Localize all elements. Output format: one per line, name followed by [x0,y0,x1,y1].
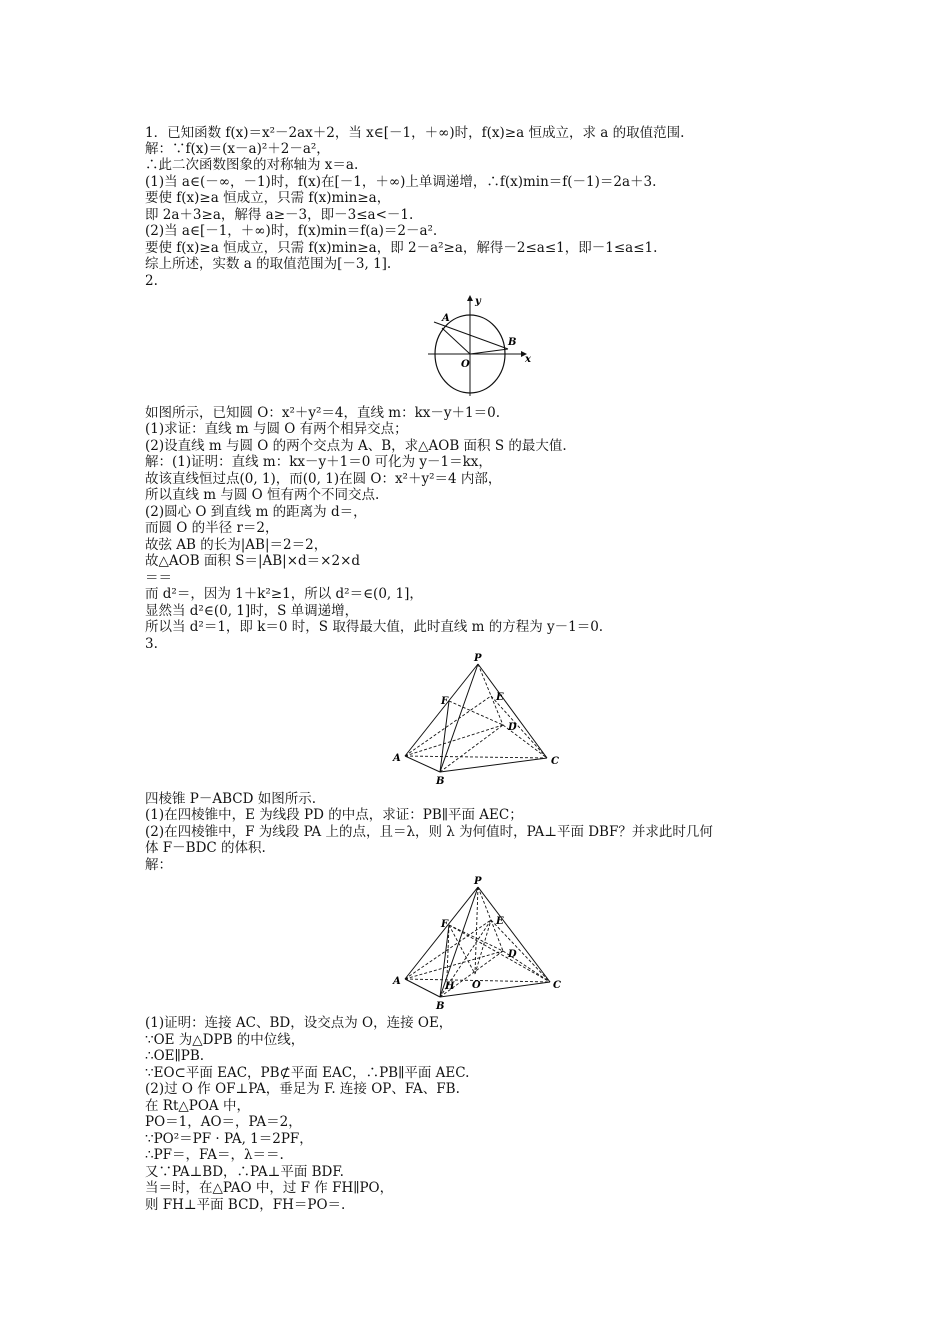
segment-fd [449,701,503,725]
text-line: (1)求证：直线 m 与圆 O 有两个相异交点； [145,421,408,437]
label-p: P [474,876,482,887]
segment-oa [442,328,470,354]
text-line: 3. [145,636,158,652]
label-h: H [445,981,455,992]
label-e: E [496,692,504,703]
label-c: C [551,756,559,767]
label-e: E [496,916,504,927]
text-line: ∵EO⊂平面 EAC，PB⊄平面 EAC，∴PB∥平面 AEC. [145,1065,470,1081]
text-line: ∴OE∥PB. [145,1048,205,1064]
label-f: F [441,919,449,930]
text-line: 解：(1)证明：直线 m：kx－y＋1＝0 可化为 y－1＝kx， [145,454,492,470]
edge-pc [478,664,547,758]
text-line: 所以当 d²＝1，即 k＝0 时，S 取得最大值，此时直线 m 的方程为 y－1＝0. [145,619,604,635]
text-line: (2)当 a∈[－1，＋∞)时，f(x)min＝f(a)＝2－a². [145,223,438,239]
pyramid-figure [385,650,570,785]
text-line: 故弦 AB 的长为|AB|＝2＝2， [145,537,328,553]
text-line: 要使 f(x)≥a 恒成立，只需 f(x)min≥a， [145,190,391,206]
text-line: 当＝时，在△PAO 中，过 F 作 FH∥PO， [145,1180,394,1196]
text-line: 1．已知函数 f(x)＝x²－2ax＋2，当 x∈[－1，＋∞)时，f(x)≥a 恒成立，求 a 的取值范围. [145,125,685,141]
segment-fb [440,701,449,772]
text-line: 而圆 O 的半径 r＝2， [145,520,279,536]
line-m [434,322,508,349]
text-line: ∵PO²＝PF · PA, 1＝2PF， [145,1131,313,1147]
text-line: 故△AOB 面积 S＝|AB|×d＝×2×d [145,553,361,569]
text-line: 如图所示，已知圆 O：x²＋y²＝4，直线 m：kx－y＋1＝0. [145,405,500,421]
label-x: x [525,354,531,365]
text-line: (2)过 O 作 OF⊥PA，垂足为 F. 连接 OP、FA、FB. [145,1081,460,1097]
text-line: ∴PF＝，FA＝，λ＝＝. [145,1147,284,1163]
label-o: O [461,359,470,370]
segment-ec [491,920,550,982]
text-line: 即 2a＋3≥a，解得 a≥－3，即－3≤a<－1. [145,207,414,223]
text-line: 解： [145,857,172,873]
text-line: PO＝1，AO＝，PA＝2， [145,1114,302,1130]
text-line: (2)在四棱锥中，F 为线段 PA 上的点，且＝λ，则 λ 为何值时，PA⊥平面 DBF？并求此时几何 [145,824,713,840]
edge-bc [440,758,547,772]
edge-bc [440,982,550,997]
text-line: 解：∵f(x)＝(x－a)²＋2－a²， [145,141,330,157]
text-line: 又∵PA⊥BD，∴PA⊥平面 BDF. [145,1164,344,1180]
label-a: A [442,313,450,324]
edge-pc [478,887,550,982]
label-y: y [475,296,481,307]
label-o: O [472,980,481,991]
text-line: (2)圆心 O 到直线 m 的距离为 d＝， [145,504,367,520]
label-a: A [393,976,401,987]
text-line: ∴此二次函数图象的对称轴为 x＝a. [145,157,359,173]
label-a: A [393,753,401,764]
text-line: 体 F－BDC 的体积. [145,840,266,856]
text-line: (1)证明：连接 AC、BD，设交点为 O，连接 OE， [145,1015,453,1031]
text-line: 显然当 d²∈(0, 1]时，S 单调递增， [145,603,359,619]
text-line: 要使 f(x)≥a 恒成立，只需 f(x)min≥a，即 2－a²≥a，解得－2≤a≤1，即－1≤a≤1. [145,240,658,256]
text-line: 故该直线恒过点(0, 1)，而(0, 1)在圆 O：x²＋y²＝4 内部， [145,471,502,487]
edge-pa [405,664,478,756]
label-c: C [553,980,561,991]
segment-ob [470,349,508,354]
text-line: ＝＝ [145,570,172,586]
text-line: (1)在四棱锥中，E 为线段 PD 的中点，求证：PB∥平面 AEC； [145,807,523,823]
label-b: B [508,337,517,348]
diag-ac [405,756,547,758]
text-line: 则 FH⊥平面 BCD，FH＝PO＝. [145,1197,346,1213]
circle-figure [420,288,540,398]
label-b: B [436,776,445,785]
text-line: 综上所述，实数 a 的取值范围为[－3, 1]. [145,256,392,272]
segment-ec [491,696,547,758]
text-line: 而 d²＝，因为 1＋k²≥1，所以 d²＝∈(0, 1]， [145,586,423,602]
edge-pa [405,887,478,979]
text-line: 2. [145,273,158,289]
label-f: F [441,696,449,707]
text-line: 四棱锥 P－ABCD 如图所示. [145,791,317,807]
edge-ad [405,725,503,756]
text-line: 在 Rt△POA 中， [145,1098,250,1114]
label-b: B [436,1001,445,1012]
text-line: 所以直线 m 与圆 O 恒有两个不同交点. [145,487,380,503]
label-p: P [474,653,482,664]
label-d: D [508,949,517,960]
label-d: D [508,722,517,733]
edge-ab [405,756,440,772]
edge-ab [405,979,440,997]
pyramid-solution-figure [385,873,570,1013]
text-line: (2)设直线 m 与圆 O 的两个交点为 A、B，求△AOB 面积 S 的最大值. [145,438,567,454]
text-line: (1)当 a∈(－∞，－1)时，f(x)在[－1，＋∞)上单调递增，∴f(x)min＝f(－1)＝2a＋3. [145,174,657,190]
text-line: ∵OE 为△DPB 的中位线， [145,1032,305,1048]
